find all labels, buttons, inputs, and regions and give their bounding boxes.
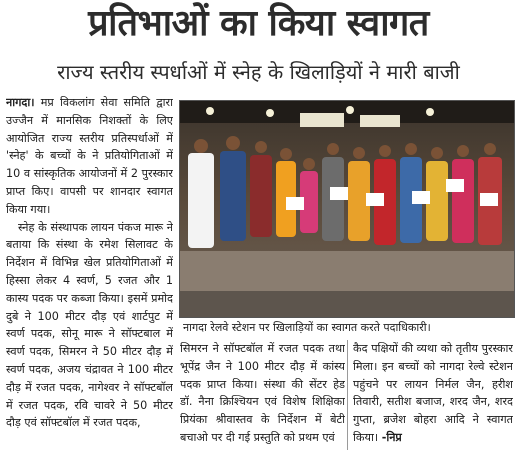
paragraph-4-text: कैद पक्षियों की व्यथा को तृतीय पुरस्कार मिला। इन बच्चों को नागदा रेल्वे स्टेशन पहुंचने पर लायन निर्मल जैन, हरीश तिवारी, सतीश बजाज, शरद जैन, शरद गुप्ता, ब्रजेश बोहरा आदि ने स्वागत किया। xyxy=(353,342,513,444)
subheadline: राज्य स्तरीय स्पर्धाओं में स्नेह के खिलाड़ियों ने मारी बाजी xyxy=(57,60,460,84)
byline-credit: -निप्र xyxy=(381,430,402,444)
paragraph-1-text: मप्र विकलांग सेवा समिति द्वारा उज्जैन में मानसिक निशक्तों के लिए आयोजित राज्य स्तरीय प्रतिस्पर्धाओं में 'स्नेह' के बच्चों के ने प्रतियोगिताओं में 10 व सांस्कृतिक आयोजनों में 2 पुरस्कार प्राप्त किए। वापसी पर शानदार स्वागत किया गया। xyxy=(6,96,173,216)
paragraph-3: सिमरन ने सॉफ्टबॉल में रजत पदक तथा भूपेंद्र जैन ने 100 मीटर दौड़ में कांस्य पदक प्राप्त किया। संस्था की सेंटर हेड डॉ. नैना क्रिश्चियन एवं विशेष शिक्षिका प्रियंका श्रीवास्तव के निर्देशन में बेटी बचाओ पर दी गई प्रस्तुति को प्रथम एवं xyxy=(180,342,345,444)
column-3 xyxy=(353,340,513,450)
headline: प्रतिभाओं का किया स्वागत xyxy=(88,3,429,44)
news-photo xyxy=(179,100,515,318)
column-2 xyxy=(180,340,345,450)
dateline: नागदा। xyxy=(6,96,35,109)
paragraph-1 xyxy=(6,94,173,219)
photo-caption: नागदा रेलवे स्टेशन पर खिलाड़ियों का स्वागत करते पदाधिकारी। xyxy=(183,321,431,334)
column-divider xyxy=(347,340,348,450)
column-1 xyxy=(6,94,173,448)
paragraph-2: स्नेह के संस्थापक लायन पंकज मारू ने बताया कि संस्था के रमेश सिलावट के निर्देशन में विभिन्न खेल प्रतियोगिताओं में हिस्सा लेकर 4 स्वर्ण, 5 रजत और 1 कास्य पदक पर कब्जा किया। इसमें प्रमोद दुबे ने 100 मीटर दौड़ एवं शार्टपुट में स्वर्ण पदक, सोनू मारू ने सॉफ्टबाल में स्वर्ण पदक, सिमरन ने 50 मीटर दौड़ में स्वर्ण पदक, अजय चंद्रावत ने 100 मीटर दौड़ में रजत पदक, नागेश्वर ने सॉफ्टबॉल में रजत पदक, रवि चावरे ने 50 मीटर दौड़ एवं सॉफ्टबॉल में रजत पदक, xyxy=(6,220,173,430)
paragraph-4 xyxy=(353,340,513,447)
